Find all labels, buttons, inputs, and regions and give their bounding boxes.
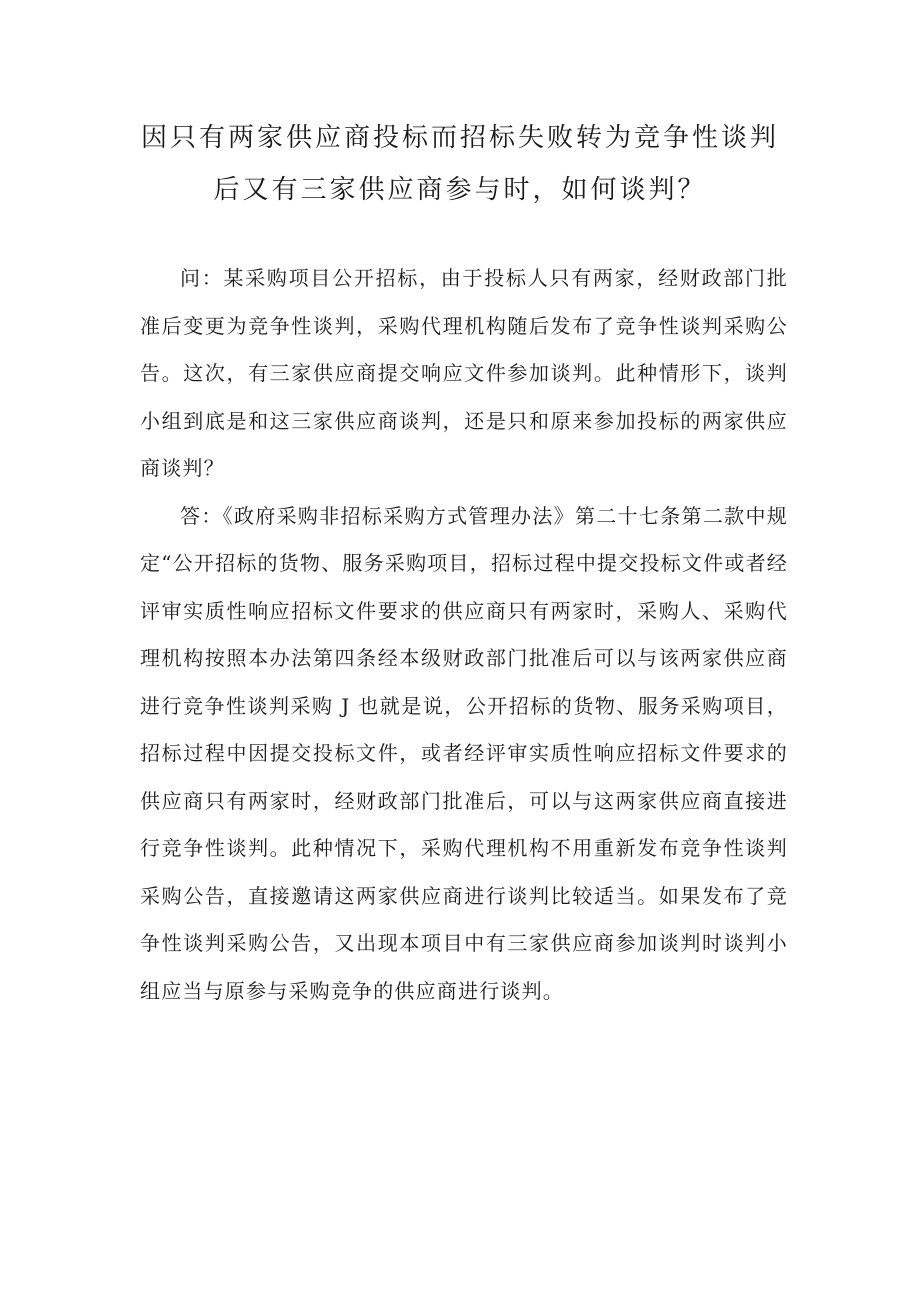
document-title [100,112,820,216]
document-body [140,255,788,1015]
title-line-1: 因只有两家供应商投标而招标失败转为竞争性谈判 [140,123,779,153]
title-line-2: 后又有三家供应商参与时，如何谈判？ [213,175,707,205]
answer-paragraph: 答：《政府采购非招标采购方式管理办法》第二十七条第二款中规定“公开招标的货物、服务采购项目，招标过程中提交投标文件或者经评审实质性响应招标文件要求的供应商只有两家时，采购人、采购代理机构按照本办法第四条经本级财政部门批准后可以与该两家供应商进行竞争性谈判采购 J 也就是说，公开招标的货物、服务采购项目，招标过程中因提交投标文件，或者经评审实质性响应招标文件要求的供应商只有两家时，经财政部门批准后，可以与这两家供应商直接进行竞争性谈判。此种情况下，采购代理机构不用重新发布竞争性谈判采购公告，直接邀请这两家供应商进行谈判比较适当。如果发布了竞争性谈判采购公告，又出现本项目中有三家供应商参加谈判时谈判小组应当与原参与采购竞争的供应商进行谈判。 [140,503,788,1003]
question-paragraph: 问：某采购项目公开招标，由于投标人只有两家，经财政部门批准后变更为竞争性谈判，采购代理机构随后发布了竞争性谈判采购公告。这次，有三家供应商提交响应文件参加谈判。此种情形下，谈判小组到底是和这三家供应商谈判，还是只和原来参加投标的两家供应商谈判？ [140,266,788,480]
